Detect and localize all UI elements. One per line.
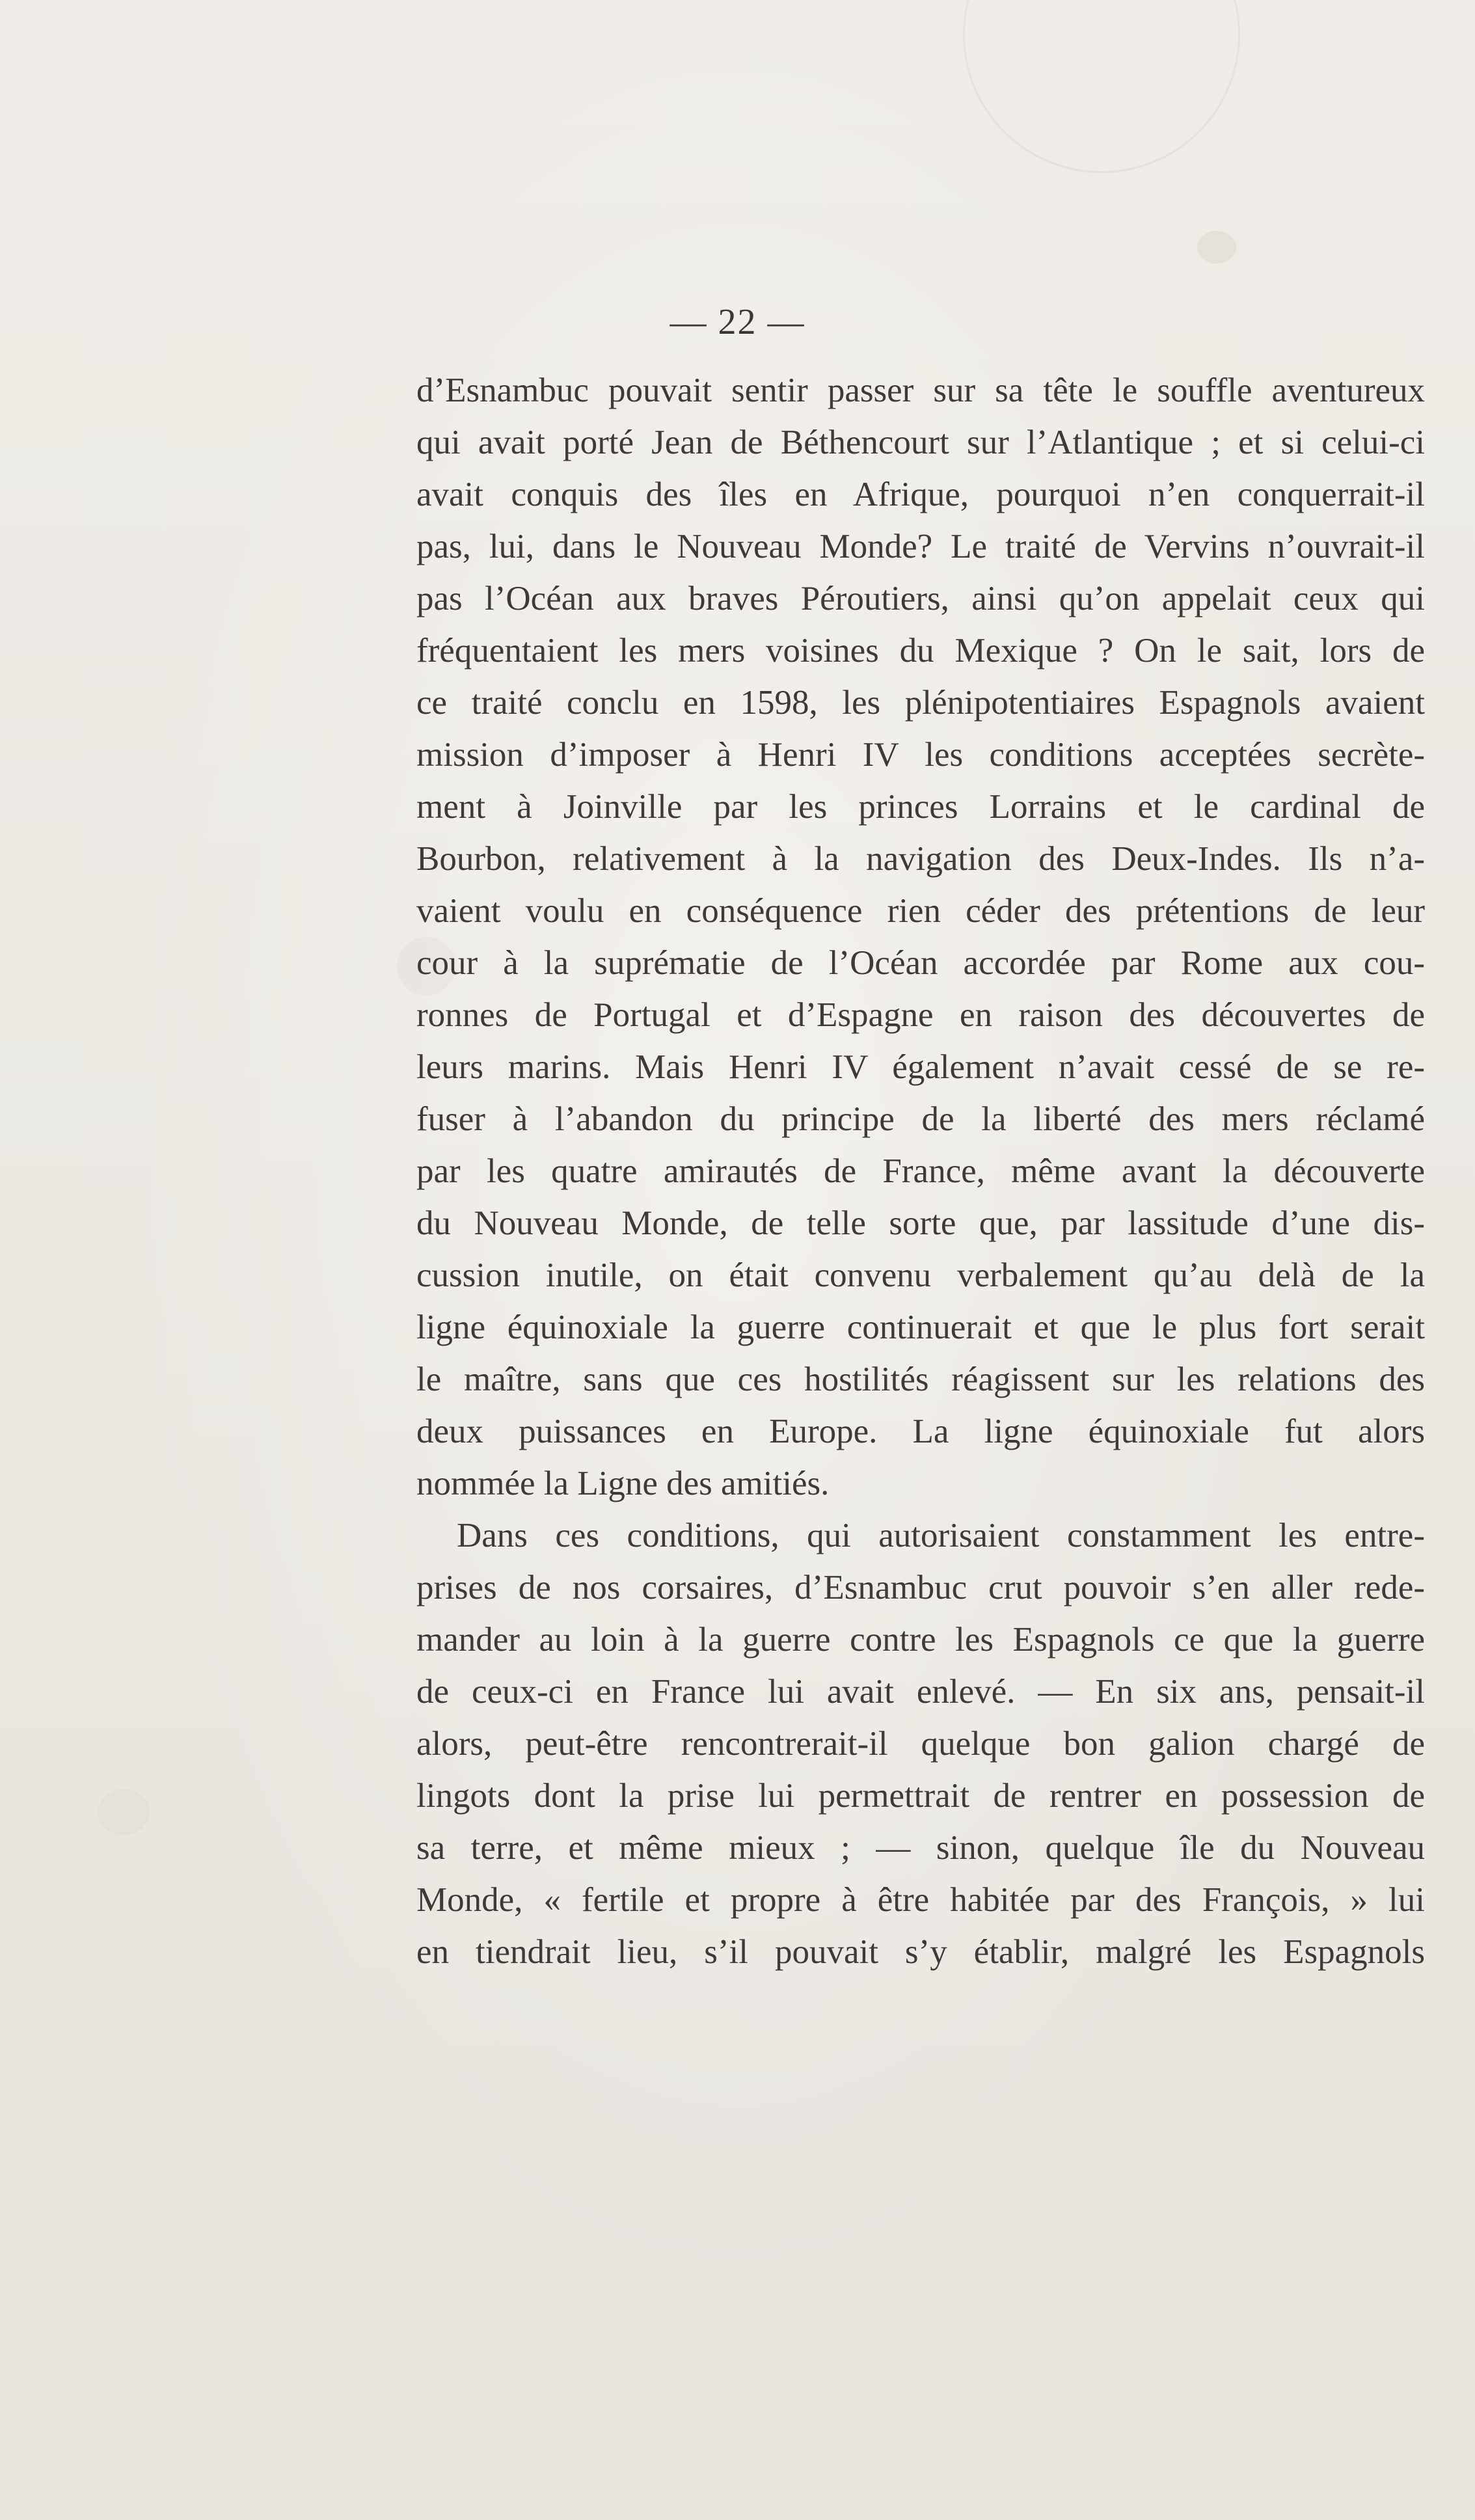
paper-stain-ring [963, 0, 1240, 173]
text-line: ligne équinoxiale la guerre continuerait et que le plus fort serait [416, 1308, 1425, 1346]
paper-stain [1197, 231, 1236, 264]
paper-stain [98, 1789, 150, 1835]
text-line: prises de nos corsaires, d’Esnambuc crut pouvoir s’en aller rede- [416, 1569, 1425, 1606]
text-line: ment à Joinville par les princes Lorrains et le cardinal de [416, 788, 1425, 826]
page-number: — 22 — [670, 302, 805, 342]
text-line: cour à la suprématie de l’Océan accordée par Rome aux cou- [416, 944, 1425, 982]
text-line: fréquentaient les mers voisines du Mexique ? On le sait, lors de [416, 632, 1425, 670]
text-line: d’Esnambuc pouvait sentir passer sur sa tête le souffle aventureux [416, 372, 1425, 409]
text-line: Monde, « fertile et propre à être habitée par des François, » lui [416, 1881, 1425, 1919]
text-line: en tiendrait lieu, s’il pouvait s’y établir, malgré les Espagnols [416, 1933, 1425, 1971]
text-line: ronnes de Portugal et d’Espagne en raison des découvertes de [416, 996, 1425, 1034]
text-line: de ceux-ci en France lui avait enlevé. — En six ans, pensait-il [416, 1673, 1425, 1711]
text-line: Bourbon, relativement à la navigation des Deux-Indes. Ils n’a- [416, 840, 1425, 878]
body-text [416, 364, 1425, 1978]
text-line: deux puissances en Europe. La ligne équinoxiale fut alors [416, 1413, 1425, 1450]
text-line: lingots dont la prise lui permettrait de rentrer en possession de [416, 1777, 1425, 1815]
text-line: qui avait porté Jean de Béthencourt sur l’Atlantique ; et si celui-ci [416, 424, 1425, 461]
text-line: Dans ces conditions, qui autorisaient constamment les entre- [457, 1517, 1425, 1554]
text-line: ce traité conclu en 1598, les plénipotentiaires Espagnols avaient [416, 684, 1425, 722]
text-line: leurs marins. Mais Henri IV également n’avait cessé de se re- [416, 1048, 1425, 1086]
text-line: avait conquis des îles en Afrique, pourquoi n’en conquerrait-il [416, 476, 1425, 513]
text-line: du Nouveau Monde, de telle sorte que, par lassitude d’une dis- [416, 1204, 1425, 1242]
text-line: nommée la Ligne des amitiés. [416, 1465, 830, 1502]
text-line: pas l’Océan aux braves Péroutiers, ainsi qu’on appelait ceux qui [416, 580, 1425, 617]
text-line: mission d’imposer à Henri IV les conditions acceptées secrète- [416, 736, 1425, 774]
text-line: par les quatre amirautés de France, même avant la découverte [416, 1152, 1425, 1190]
text-line: sa terre, et même mieux ; — sinon, quelque île du Nouveau [416, 1829, 1425, 1867]
text-line: cussion inutile, on était convenu verbalement qu’au delà de la [416, 1256, 1425, 1294]
text-line: vaient voulu en conséquence rien céder des prétentions de leur [416, 892, 1425, 930]
text-line: fuser à l’abandon du principe de la liberté des mers réclamé [416, 1100, 1425, 1138]
text-line: alors, peut-être rencontrerait-il quelque bon galion chargé de [416, 1725, 1425, 1763]
paragraph-1 [416, 364, 1425, 1510]
text-line: le maître, sans que ces hostilités réagissent sur les relations des [416, 1361, 1425, 1398]
text-line: mander au loin à la guerre contre les Espagnols ce que la guerre [416, 1621, 1425, 1659]
text-line: pas, lui, dans le Nouveau Monde? Le traité de Vervins n’ouvrait-il [416, 528, 1425, 565]
paragraph-2 [416, 1510, 1425, 1978]
